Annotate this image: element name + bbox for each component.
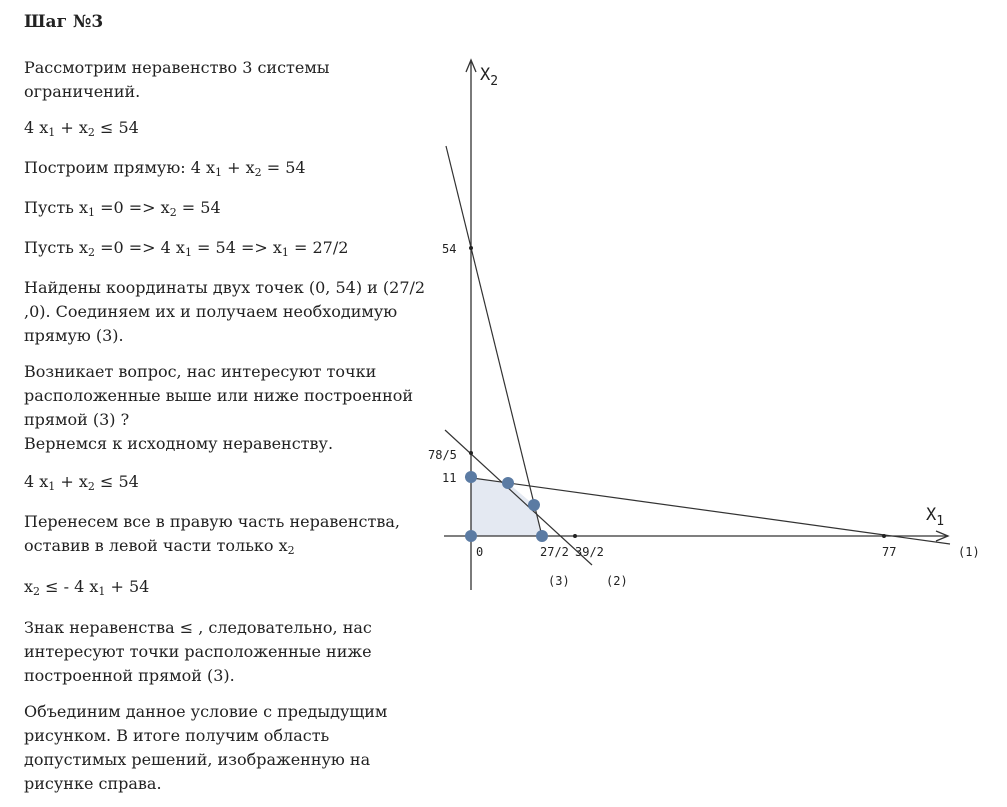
build-line-equation: Построим прямую: 4 $x_1 + x_2 = 54$ xyxy=(24,158,306,179)
text-line: Вернемся к исходному неравенству. xyxy=(24,434,334,453)
x1-axis-label: $X_1$ xyxy=(926,505,945,529)
vertex-point xyxy=(465,471,477,483)
vertex-point xyxy=(536,530,548,542)
line-3-label: (3) xyxy=(548,574,570,588)
y-tick-78-5: 78/5 xyxy=(428,448,457,462)
text-line: Рассмотрим неравенство 3 системы xyxy=(24,58,330,77)
tick-dot-54 xyxy=(469,246,473,250)
text-line: Знак неравенства ≤ , следовательно, нас xyxy=(24,618,372,637)
line-2 xyxy=(445,430,592,565)
text-line: Найдены координаты двух точек (0, 54) и (27/2 xyxy=(24,278,426,297)
text-line: оставив в левой части только $x_2$ xyxy=(24,536,295,557)
text-line: допустимых решений, изображенную на xyxy=(24,750,371,769)
let-x1-zero: Пусть $x_1 =0 => x_2 = 54$ xyxy=(24,198,221,219)
text-line: ,0). Соединяем их и получаем необходимую xyxy=(24,302,398,321)
text-line: построенной прямой (3). xyxy=(24,666,235,685)
inequality-3-repeat: 4 $x_1 + x_2 \le 54$ xyxy=(24,472,139,493)
text-line: Возникает вопрос, нас интересуют точки xyxy=(24,362,377,381)
inequality-3: 4 $x_1 + x_2 \le 54$ xyxy=(24,118,139,139)
y-tick-11: 11 xyxy=(442,471,457,485)
x-tick-39-2: 39/2 xyxy=(575,545,604,559)
x2-axis-label: $X_2$ xyxy=(480,65,499,89)
tick-dot-78-5 xyxy=(469,451,473,455)
text-line: Объединим данное условие с предыдущим xyxy=(24,702,388,721)
vertex-point xyxy=(502,477,514,489)
text-line: расположенные выше или ниже построенной xyxy=(24,386,414,405)
x-tick-0: 0 xyxy=(476,545,484,559)
text-line: рисунке справа. xyxy=(24,774,162,793)
x-tick-27-2: 27/2 xyxy=(540,545,569,559)
text-line: ограничений. xyxy=(24,82,141,101)
vertex-point xyxy=(465,530,477,542)
feasible-region-graph xyxy=(420,50,1000,610)
x-tick-77: 77 xyxy=(882,545,897,559)
line-2-label: (2) xyxy=(606,574,628,588)
rearranged-inequality: $x_2$ ≤ - 4 $x_1 + 54$ xyxy=(24,577,150,598)
step-heading: Шаг №3 xyxy=(24,12,104,32)
text-line: прямой (3) ? xyxy=(24,410,130,429)
text-line: прямую (3). xyxy=(24,326,124,345)
tick-dot-77 xyxy=(882,534,886,538)
line-1-label: (1) xyxy=(958,545,980,559)
vertex-point xyxy=(528,499,540,511)
text-line: интересуют точки расположенные ниже xyxy=(24,642,372,661)
y-tick-54: 54 xyxy=(442,242,457,256)
text-line: Перенесем все в правую часть неравенства, xyxy=(24,512,400,531)
let-x2-zero: Пусть $x_2 =0 => 4$ $x_1 = 54 => x_1 = 27/2$ xyxy=(24,238,349,259)
text-line: рисунком. В итоге получим область xyxy=(24,726,330,745)
tick-dot-39-2 xyxy=(573,534,577,538)
